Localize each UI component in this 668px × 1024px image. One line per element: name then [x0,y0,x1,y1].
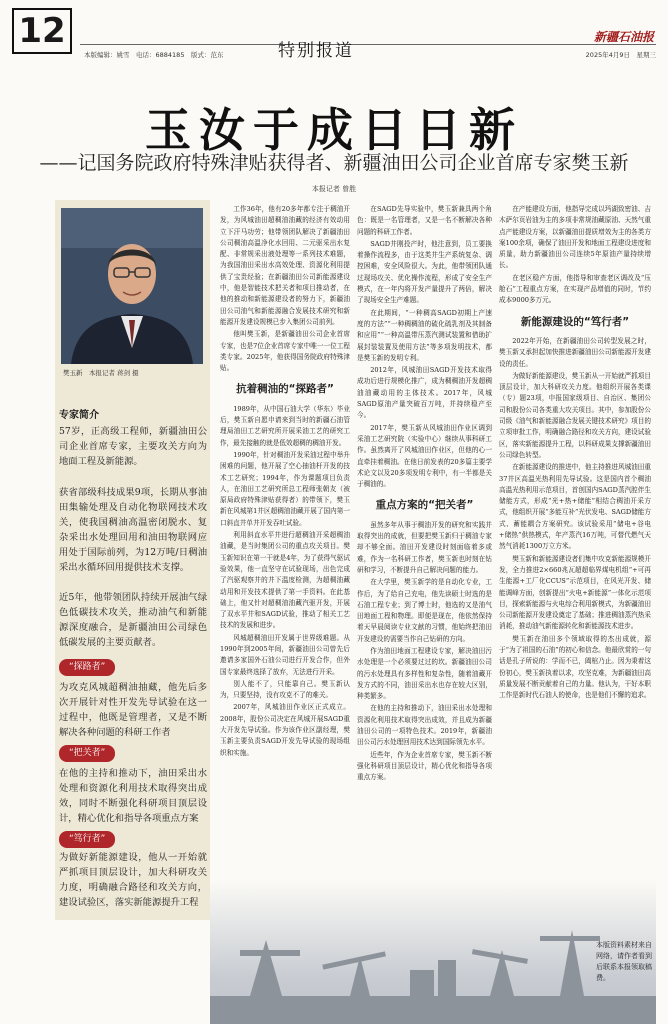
tag-pathfinder-text: 为攻克风城超稠油抽藏，他先后多次开展针对性开发先导试验在这一过程中，他既是管理者，又是不断解决各种问题的科研工作者 [59,682,207,738]
article-paragraph: 利用斜直水平井进行超稠油开采超稠油油藏，是当时集团公司的重点攻关项目。樊玉新知识在第一干就是4年，为了获得气驱试验效果，他一直坚守在试验现场，出色完成了汽驱观察井的井下温度检测，为超稠油藏动用和开发技术提供了第一手资料。在此基础上，他又针对超稠油油藏汽驱开发，开展了双水平井和SAGD试验，推动了相关工艺技术的发展和进步。 [220,531,350,630]
article-paragraph: 樊玉新和新能源建设者们集中攻克新能源规模开发，全力推进2×660兆瓦超超临界煤电机组“+可再生能源+工厂化CCUS”示范项目，在风光开发、储能调峰方面，创新提出“火电+新能源”一体化示范项目，探索新能源与火电综合利用新模式，为新疆油田公司新能源开发建设奠定了基础；推进稠油蒸汽热采消耗，推动油气新能源转化和新能源技术进步。 [499,554,651,631]
column-subheading: 重点方案的“把关者” [375,499,474,512]
article-paragraph: 在产能建设方面，他指导完成以玛湖致密油、吉木萨尔页岩油为主的多项非常规油藏原油、天然气重点产能建设方案，以新疆油田提质增效为主的各类方案100余项，确保了油田开发和地面工程建设进度和质量，助力新疆油田公司连续5年原油产量持续增长。 [499,205,651,270]
photo-caption: 樊玉新 本报记者 蒋剑 摄 [63,369,139,377]
column-subheading: 抗着稠油的“探路者” [236,383,334,396]
expert-intro-p2: 获省部级科技成果9项，长期从事油田集输处理及自动化物联网技术攻关，使我国稠油高温密闭脱水、复杂采出水处理回用和油田物联网应用处于国际前列，为12万吨/日稠油采出水循环回用提供技术支撑。 [59,487,207,573]
tag-pathfinder: “探路者” [59,659,115,676]
article-paragraph: 在此期间，“一种稠高SAGD初期上产速度的方法”“一种稠稠油的硫化硫乳剂及其制备和应用”“一种高温带压蒸汽测试装置和借助扩展封装装置及使用方法”等多项发明技术，都是樊玉新的发明专利。 [357,308,492,362]
header-rule [80,44,656,45]
tag-practitioner-text: 为做好新能源建设，他从一开始就严抓项目顶层设计，加大科研攻关力度，明确融合路径和攻关方向，建设试验区，落实新能源提升工程 [59,852,207,908]
tag-gatekeeper: “把关者” [59,745,115,762]
portrait-illustration [61,208,203,364]
issue-date: 2025年4月9日 星期三 [585,51,656,59]
article-column-1 [220,204,350,760]
article-paragraph: 1990年，针对稠油开发采油过程中举升困难的问题，他开展了空心抽油杆开发的技术工艺研究；1994年，作为课题项目负责人，在油田工艺研究所总工程师张朝友（被原局政府特殊津贴获得者）的带领下，樊玉新在风城第1井区超稠油油藏开展了国内第一口斜直井单井开发吞吐试验。 [220,450,350,527]
article-paragraph: 2007年，风城油田作业区正式成立。2008年，股份公司决定在风城开展SAGD重大开发先导试验。作为该作业区副经理，樊玉新主要负责SAGD开发先导试验的现场组织和实施。 [220,703,350,757]
column-subheading: 新能源建设的“笃行者” [520,315,630,328]
paper-logo: 新疆石油报 [593,30,654,44]
footer-note: 本版资料素材来自网络，请作者看到后联系本报领取稿费。 [596,941,652,982]
article-paragraph: 2012年，风城油田SAGD开发技术取得成功后进行规模化推广，成为稠稠油开发超稠油油藏动用的主体技术。2017年，风城SAGD原油产量突破百万吨，并持续稳产至今。 [357,366,492,420]
article-paragraph: 他叫樊玉新，是新疆油田公司企业首席专家，也是7位企业首席专家中唯一一位工程类专家。2025年，他获得国务院政府特殊津贴。 [220,330,350,373]
article-paragraph: 为做好新能源建设，樊玉新从一开始就严抓项目顶层设计，加大科研攻关力度。他组织开展各类课（专）题23项，申报国家级项目、自治区、集团公司和股份公司各类重大攻关项目。其中，参加股份公司级《油气和新能源融合发展关键技术研究》项目的立项审批工作，明确融合路径和攻关方向，建设试验区，落实新能源提升工程，以科研成果支撑新疆油田公司绿色转型。 [499,371,651,459]
article-paragraph: 在老区稳产方面，他指导和审查老区调改及“压舱石”工程重点方案，在实现产品增值的同时，节约成本9000多万元。 [499,273,651,305]
article-paragraph: 在SAGD先导实验中，樊玉新兼具两个角色：既是一名管理者，又是一名不断解决各种问题的科研工作者。 [357,205,492,236]
article-paragraph: 虽然多年从事于稠油开发的研究和实践并取得突出的成就，但要把樊玉新归于稠油专家却不够全面。油田开发建设时刻面临着多或难，作为一名科研工作者，樊玉新也时刻在钻研和学习，不断提升自己解决问题的能力。 [357,520,492,574]
article-subtitle: ——记国务院政府特殊津贴获得者、新疆油田公司企业首席专家樊玉新 [39,152,629,174]
portrait-photo [61,208,203,364]
article-column-3 [499,204,651,702]
article-paragraph: 在他的主持和推动下，油田采出水处理和资源化利用技术取得突出成效，并且成为新疆油田公司的一项特色技术。2019年，新疆油田公司污水处理回用技术达到国际领先水平。 [357,704,492,747]
expert-intro-heading: 专家简介 [59,410,99,421]
page-number: 12 [12,8,72,54]
article-paragraph: 在新能源建设的推进中，他主持推进风城油田重37井区高温光热利用先导试验。这是国内首个稠油高温光热利用示范项目，首创国内SAGD蒸汽腔伴生储能方式，形成“光+热+储能”相结合稠油开采方式，他组织开展“多能互补”光伏发电、SAGD储能方式、蓄能耦合方案研究。该试验采用“储电+谷电+储热”供热模式，年产蒸汽16万吨，可替代燃气天然气消耗1300万立方米。 [499,463,651,551]
article-paragraph: 2017年，樊玉新从风城油田作业区调到采油工艺研究院（实验中心）继续从事科研工作。虽然离开了风城油田作业区，但他的心一直牵挂着稠油。在他日前发表的20多篇主要学术论文以及20多项发明专利中，有一半都是关于稠油的。 [357,423,492,489]
editor-info: 本版编辑：姚雪 电话：6884185 版式：范东 [84,51,224,59]
tag-gatekeeper-text: 在他的主持和推动下，油田采出水处理和资源化利用技术取得突出成效，同时不断强化科研项目顶层设计，精心优化和指导各项重点方案 [59,768,207,824]
article-title: 玉汝于成日日新 [145,103,523,157]
tag-practitioner: “笃行者” [59,831,115,848]
article-paragraph: 在大学里，樊玉新学的是自动化专业，工作后，为了给自己充电，他先读硕士时选的是石油工程专业；到了博士时，他选的又是油气田地面工程和物理。即便是现在，他依然保持着天早晨阅读专业文献的习惯，他始终把油田开发建设的需要当作自己钻研的方向。 [357,578,492,643]
article-paragraph: 近些年，作为企业首席专家，樊玉新不断强化科研项目顶层设计，精心优化和指导各项重点方案。 [357,750,492,782]
article-paragraph: 2022年开始，在新疆油田公司转型发展之时，樊玉新又承担起加快推进新疆油田公司新能源开发建设的责任。 [499,336,651,368]
expert-intro-p3: 近5年，他带领团队持续开展油气绿色低碳技术攻关，推动油气和新能源深度融合，是新疆油田公司绿色低碳发展的主要贡献者。 [59,592,207,648]
expert-intro-p1: 57岁，正高级工程师，新疆油田公司企业首席专家，主要攻关方向为地面工程及新能源。 [59,426,207,467]
article-column-2 [357,204,492,785]
article-paragraph: 作为油田地面工程建设专家，解决油田污水处理是一个必须要过过的坎。新疆油田公司的污水处理具有多样性和复杂性，随着油藏开发方式的不同，油田采出水也存在较大区别，种类繁多。 [357,646,492,701]
article-paragraph: 工作36年，他有20多年都专注于稠油开发，为风城油田超稠油油藏的经济有效动用立下汗马功劳；他带领团队解决了新疆油田公司稠油高温净化水回用、二元驱采出水复配、非常规采出液处理等一系列技术难题，为我国油田采出水高效处理、资源化利用提供了宝贵经验；在新疆油田公司新能源建设中，他是智能技术把关者和项目推动者，在他的推动和新能源建设者的努力下，新疆油田公司油气和新能源融合发展技术研究和新能源开发建设规模已步入集团公司前列。 [220,205,350,326]
article-byline: 本报记者 曾胜 [311,185,357,193]
article-paragraph: 樊玉新在油田多个领域取得的杰出成就，源于“为了祖国的石油”的初心和信念。他最欣赏的一句话是孔子所说的：学而不已，阖棺乃止。因为秉着这份初心，樊玉新执着以求，攻坚克难，为新疆油田高质量发展不断贡献着自己的力量。他认为，干好本职工作是新时代石油人的使命，也是他们不懈的追求。 [499,634,651,700]
article-paragraph: 别人能不了，只能靠自己。樊玉新认为，只要坚持，没有攻克不了的难关。 [220,679,350,700]
section-title: 特别报道 [278,41,354,61]
article-paragraph: 风城超稠油田开发属于世界级难题。从1990年到2005年间，新疆油田公司曾先后邀请多家国外石油公司进行开发合作，但外国专家最终选择了放弃，无法进行开采。 [220,633,350,676]
article-paragraph: 1989年，从中国石油大学（华东）毕业后，樊玉新自愿申请来到当时的新疆石油管理局油田工艺研究所开展采油工艺的研究工作，最先接触的就是低效超稠的稠油开发。 [220,404,350,447]
oilfield-silhouette-illustration [210,900,656,1024]
article-paragraph: SAGD井刚投产时，他注意到，员工要换着操作流程多，由于这类井生产系统复杂、调控困难，安全风险很大。为此，他带领团队通过现场攻关、优化操作流程，形成了安全生产模式，在一年内将开发产量提升了两倍，解决了现场安全生产难题。 [357,239,492,305]
